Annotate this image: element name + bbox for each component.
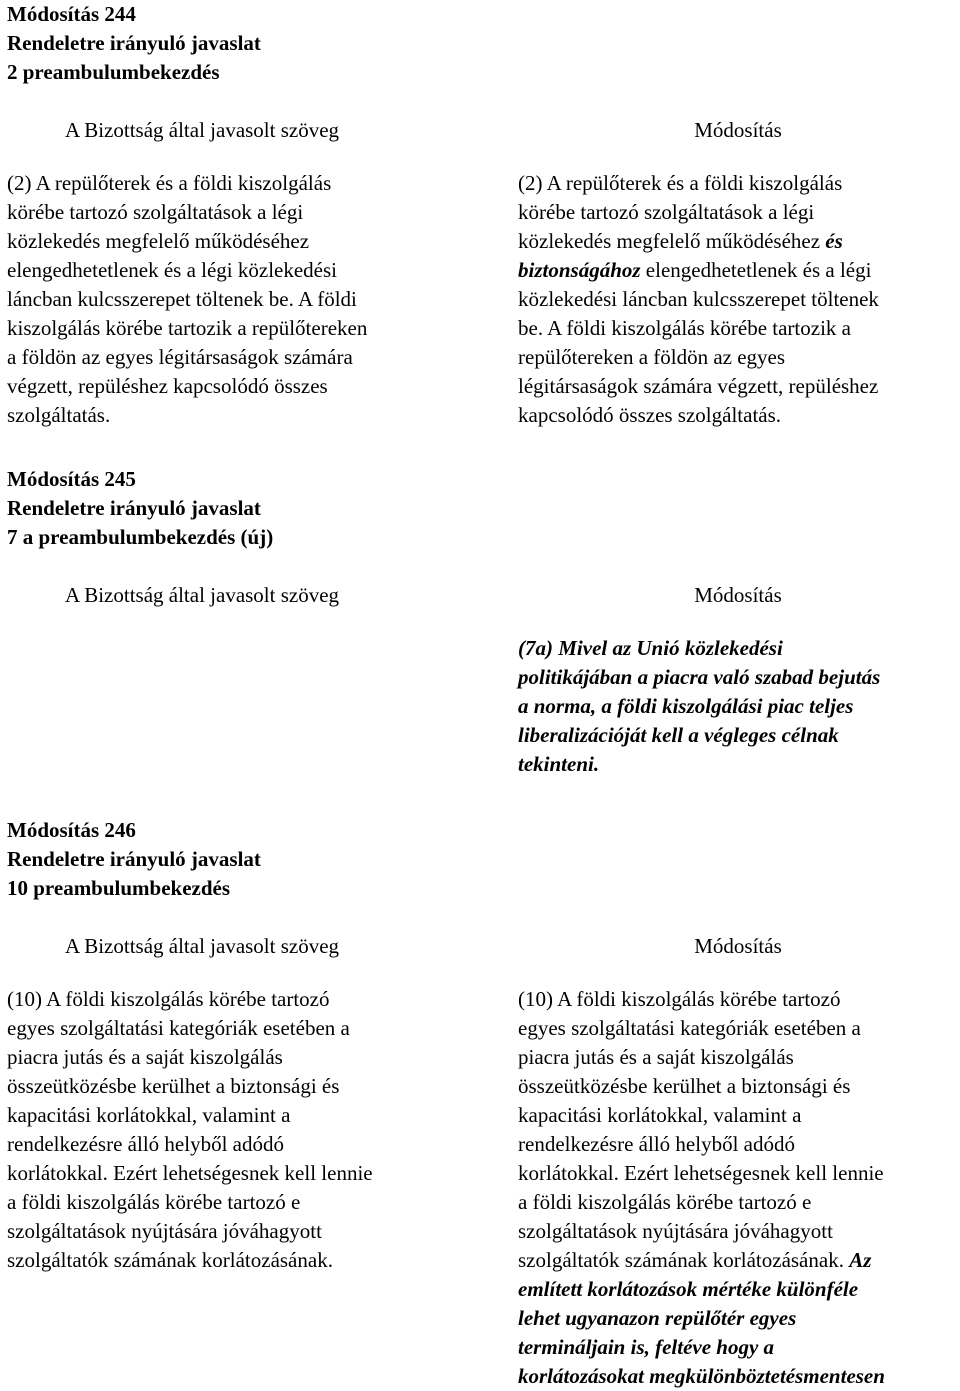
text-line <box>518 750 958 779</box>
text-line: a földi kiszolgálás körébe tartozó e <box>7 1190 301 1214</box>
text-line <box>518 1101 958 1130</box>
text-segment: közlekedés megfelelő működéséhez <box>518 229 826 253</box>
text-line <box>518 1188 958 1217</box>
amended-text: biztonságához <box>518 258 641 282</box>
text-line: kiszolgálás körébe tartozik a repülőtereken <box>7 316 368 340</box>
text-line <box>518 1072 958 1101</box>
amended-text: termináljain is, feltéve hogy a <box>518 1335 775 1359</box>
amendment-text-header: Módosítás <box>694 118 782 142</box>
text-line: rendelkezésre álló helyből adódó <box>7 1132 284 1156</box>
text-line: (2) A repülőterek és a földi kiszolgálás <box>7 171 332 195</box>
text-segment: (2) A repülőterek és a földi kiszolgálás <box>518 171 843 195</box>
amendment-text-column <box>518 581 958 779</box>
amendment-text-column <box>518 932 958 1391</box>
amendment-text-body <box>518 634 958 779</box>
amendment-text-header: Módosítás <box>694 583 782 607</box>
amendment-subject: Rendeletre irányuló javaslat <box>7 496 261 520</box>
text-line <box>518 227 958 256</box>
text-segment: (10) A földi kiszolgálás körébe tartozó <box>518 987 841 1011</box>
amendment-subject: Rendeletre irányuló javaslat <box>7 847 261 871</box>
text-line <box>518 663 958 692</box>
text-line: szolgáltatók számának korlátozásának. <box>7 1248 333 1272</box>
text-line <box>518 285 958 314</box>
amended-text: lehet ugyanazon repülőtér egyes <box>518 1306 797 1330</box>
commission-text-body <box>7 169 447 430</box>
amendment-recital: 10 preambulumbekezdés <box>7 876 231 900</box>
commission-text-column <box>7 932 447 1275</box>
amended-text: korlátozásokat megkülönböztetésmentesen <box>518 1364 885 1388</box>
text-segment: rendelkezésre álló helyből adódó <box>518 1132 795 1156</box>
text-line <box>518 343 958 372</box>
amendment-text-header: Módosítás <box>694 934 782 958</box>
text-line: piacra jutás és a saját kiszolgálás <box>7 1045 283 1069</box>
text-line: végzett, repüléshez kapcsolódó összes <box>7 374 328 398</box>
text-line <box>518 169 958 198</box>
text-segment: szolgáltatások nyújtására jóváhagyott <box>518 1219 833 1243</box>
amendment-recital: 2 preambulumbekezdés <box>7 60 220 84</box>
text-segment: egyes szolgáltatási kategóriák esetében a <box>518 1016 861 1040</box>
text-segment: szolgáltatók számának korlátozásának. <box>518 1248 850 1272</box>
commission-text-header: A Bizottság által javasolt szöveg <box>64 118 340 142</box>
text-line: közlekedés megfelelő működéséhez <box>7 229 310 253</box>
text-line <box>518 692 958 721</box>
text-segment: körébe tartozó szolgáltatások a légi <box>518 200 815 224</box>
text-line: összeütközésbe kerülhet a biztonsági és <box>7 1074 340 1098</box>
text-line <box>518 314 958 343</box>
text-segment: kapcsolódó összes szolgáltatás. <box>518 403 782 427</box>
amendment-title <box>7 465 957 552</box>
text-line <box>518 401 958 430</box>
amended-text: liberalizációját kell a végleges célnak <box>518 723 839 747</box>
text-line <box>518 1275 958 1304</box>
text-line: láncban kulcsszerepet töltenek be. A földi <box>7 287 357 311</box>
text-line: (10) A földi kiszolgálás körébe tartozó <box>7 987 330 1011</box>
commission-text-column <box>7 116 447 430</box>
text-line <box>518 721 958 750</box>
text-segment: légitársaságok számára végzett, repüléshez <box>518 374 879 398</box>
text-line: elengedhetetlenek és a légi közlekedési <box>7 258 338 282</box>
text-line <box>518 372 958 401</box>
amendment-245 <box>7 465 957 776</box>
amendment-subject: Rendeletre irányuló javaslat <box>7 31 261 55</box>
commission-text-header: A Bizottság által javasolt szöveg <box>64 934 340 958</box>
amended-text: Az <box>849 1248 872 1272</box>
text-line <box>518 1014 958 1043</box>
amendment-title <box>7 0 957 87</box>
amendment-recital: 7 a preambulumbekezdés (új) <box>7 525 274 549</box>
text-segment: összeütközésbe kerülhet a biztonsági és <box>518 1074 851 1098</box>
text-segment: piacra jutás és a saját kiszolgálás <box>518 1045 794 1069</box>
amendment-244 <box>7 0 957 427</box>
text-line: a földön az egyes légitársaságok számára <box>7 345 353 369</box>
text-line <box>518 1333 958 1362</box>
text-line <box>518 985 958 1014</box>
text-segment: be. A földi kiszolgálás körébe tartozik a <box>518 316 851 340</box>
text-line <box>518 1246 958 1275</box>
amended-text: tekinteni. <box>518 752 600 776</box>
text-line <box>518 198 958 227</box>
text-segment: közlekedési láncban kulcsszerepet töltenek <box>518 287 879 311</box>
text-line <box>518 256 958 285</box>
commission-text-body <box>7 985 447 1275</box>
text-line <box>518 1362 958 1391</box>
amended-text: (7a) Mivel az Unió közlekedési <box>518 636 783 660</box>
amendment-number: Módosítás 244 <box>7 2 136 26</box>
text-line <box>518 1217 958 1246</box>
amendment-text-column <box>518 116 958 430</box>
amendment-text-body <box>518 169 958 430</box>
text-line <box>518 1043 958 1072</box>
text-line: kapacitási korlátokkal, valamint a <box>7 1103 291 1127</box>
text-line: egyes szolgáltatási kategóriák esetében a <box>7 1016 350 1040</box>
text-segment: repülőtereken a földön az egyes <box>518 345 786 369</box>
text-segment: korlátokkal. Ezért lehetségesnek kell lennie <box>518 1161 884 1185</box>
text-line <box>518 634 958 663</box>
text-line <box>518 1159 958 1188</box>
amended-text: említett korlátozások mértéke különféle <box>518 1277 859 1301</box>
amendment-title <box>7 816 957 903</box>
text-line: körébe tartozó szolgáltatások a légi <box>7 200 304 224</box>
amended-text: és <box>825 229 843 253</box>
text-line <box>518 1130 958 1159</box>
commission-text-header: A Bizottság által javasolt szöveg <box>64 583 340 607</box>
amendment-number: Módosítás 246 <box>7 818 136 842</box>
text-line: szolgáltatások nyújtására jóváhagyott <box>7 1219 322 1243</box>
amendment-text-body <box>518 985 958 1391</box>
text-line: korlátokkal. Ezért lehetségesnek kell lennie <box>7 1161 373 1185</box>
amended-text: politikájában a piacra való szabad bejutás <box>518 665 881 689</box>
text-segment: a földi kiszolgálás körébe tartozó e <box>518 1190 812 1214</box>
commission-text-column <box>7 581 447 634</box>
text-line: szolgáltatás. <box>7 403 111 427</box>
amendment-246 <box>7 816 957 1388</box>
text-line <box>518 1304 958 1333</box>
amendment-number: Módosítás 245 <box>7 467 136 491</box>
amended-text: a norma, a földi kiszolgálási piac teljes <box>518 694 854 718</box>
text-segment: kapacitási korlátokkal, valamint a <box>518 1103 802 1127</box>
text-segment: elengedhetetlenek és a légi <box>640 258 872 282</box>
